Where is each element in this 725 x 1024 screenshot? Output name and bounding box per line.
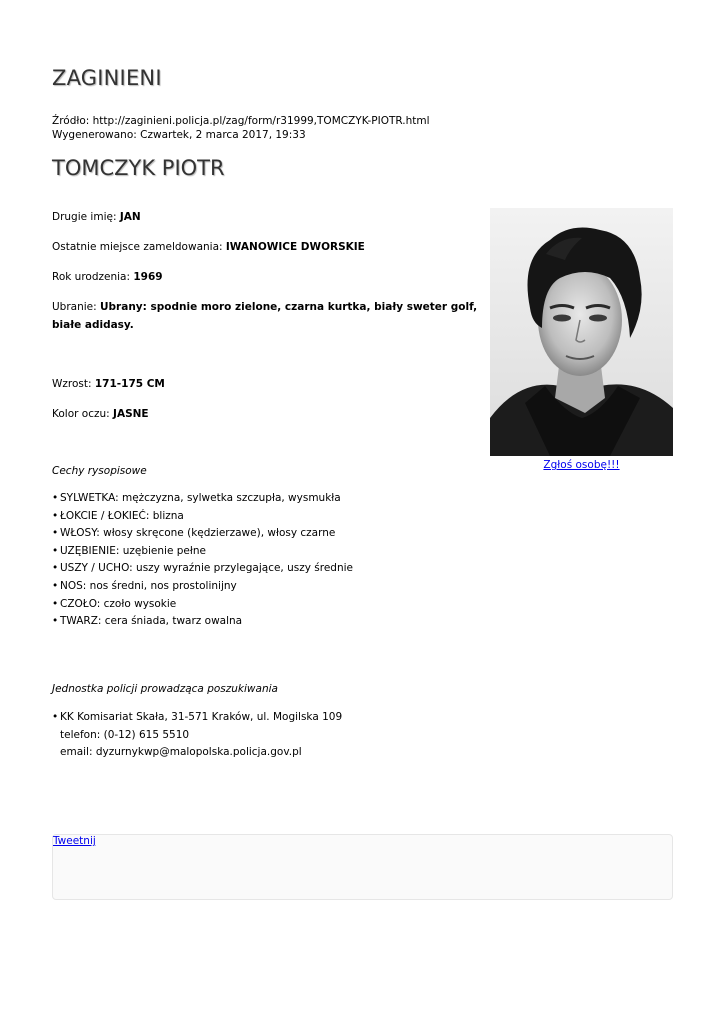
list-item-text: NOS: nos średni, nos prostolinijny bbox=[60, 579, 237, 592]
source-url: http://zaginieni.policja.pl/zag/form/r31999,TOMCZYK-PIOTR.html bbox=[92, 115, 430, 127]
field-label: Wzrost: bbox=[52, 378, 95, 390]
list-item bbox=[52, 525, 353, 543]
field-label: Drugie imię: bbox=[52, 211, 120, 223]
source-label: Źródło: bbox=[52, 115, 93, 127]
list-item-text: SYLWETKA: mężczyzna, sylwetka szczupła, wysmukła bbox=[60, 492, 341, 504]
share-box bbox=[52, 834, 673, 900]
list-item-text: UZĘBIENIE: uzębienie pełne bbox=[60, 544, 206, 557]
features-title: Cechy rysopisowe bbox=[52, 465, 147, 477]
list-item bbox=[52, 596, 353, 614]
bullet-icon: • bbox=[52, 509, 59, 522]
document-meta bbox=[52, 114, 430, 142]
list-item-text: USZY / UCHO: uszy wyraźnie przylegające, uszy średnie bbox=[60, 562, 354, 575]
police-unit-title: Jednostka policji prowadząca poszukiwania bbox=[52, 683, 278, 695]
police-unit-phone: telefon: (0-12) 615 5510 bbox=[60, 728, 190, 741]
source-line bbox=[52, 114, 430, 128]
list-item-text: TWARZ: cera śniada, twarz owalna bbox=[60, 615, 243, 628]
police-unit-name: KK Komisariat Skała, 31-571 Kraków, ul. Mogilska 109 bbox=[60, 711, 343, 723]
generated-line bbox=[52, 128, 430, 142]
list-item bbox=[52, 490, 353, 508]
list-item-text: ŁOKCIE / ŁOKIEĆ: blizna bbox=[60, 509, 184, 522]
field-last-residence bbox=[52, 238, 492, 256]
bullet-icon: • bbox=[52, 562, 59, 575]
list-item-text: CZOŁO: czoło wysokie bbox=[60, 597, 177, 610]
list-item-text: WŁOSY: włosy skręcone (kędzierzawe), włosy czarne bbox=[60, 527, 336, 540]
police-unit-list bbox=[52, 709, 342, 762]
site-title: ZAGINIENI bbox=[52, 66, 162, 90]
field-eye-color bbox=[52, 405, 492, 423]
field-value: 171-175 CM bbox=[94, 378, 165, 390]
bullet-icon: • bbox=[52, 527, 59, 540]
list-item bbox=[52, 578, 353, 596]
field-height bbox=[52, 375, 492, 393]
list-item bbox=[52, 508, 353, 526]
bullet-icon: • bbox=[52, 597, 59, 610]
field-birth-year bbox=[52, 268, 492, 286]
field-value: IWANOWICE DWORSKIE bbox=[225, 241, 365, 253]
list-item bbox=[52, 560, 353, 578]
field-value: JASNE bbox=[113, 408, 149, 420]
features-list bbox=[52, 490, 353, 631]
field-middle-name bbox=[52, 208, 492, 226]
field-label: Ubranie: bbox=[52, 301, 101, 313]
bullet-icon: • bbox=[52, 492, 59, 504]
person-name: TOMCZYK PIOTR bbox=[52, 156, 225, 180]
field-value: Ubrany: spodnie moro zielone, czarna kurtka, biały sweter golf, białe adidasy. bbox=[52, 301, 478, 331]
bullet-icon: • bbox=[52, 579, 59, 592]
list-item bbox=[52, 613, 353, 631]
field-label: Rok urodzenia: bbox=[52, 271, 134, 283]
field-value: 1969 bbox=[133, 271, 163, 283]
field-label: Kolor oczu: bbox=[52, 408, 114, 420]
bullet-icon: • bbox=[52, 544, 59, 557]
field-label: Ostatnie miejsce zameldowania: bbox=[52, 241, 226, 253]
generated-label: Wygenerowano: bbox=[52, 129, 141, 141]
field-value: JAN bbox=[119, 211, 141, 223]
generated-value: Czwartek, 2 marca 2017, 19:33 bbox=[140, 129, 306, 141]
report-person-link[interactable]: Zgłoś osobę!!! bbox=[543, 459, 620, 471]
bullet-icon: • bbox=[52, 711, 59, 723]
bullet-icon: • bbox=[52, 615, 59, 628]
field-clothing bbox=[52, 298, 488, 334]
person-photo bbox=[490, 208, 673, 456]
list-item bbox=[52, 709, 342, 762]
police-unit-email: email: dyzurnykwp@malopolska.policja.gov.pl bbox=[60, 746, 302, 759]
portrait-image bbox=[490, 208, 673, 456]
list-item bbox=[52, 543, 353, 561]
tweet-link[interactable]: Tweetnij bbox=[53, 835, 96, 847]
